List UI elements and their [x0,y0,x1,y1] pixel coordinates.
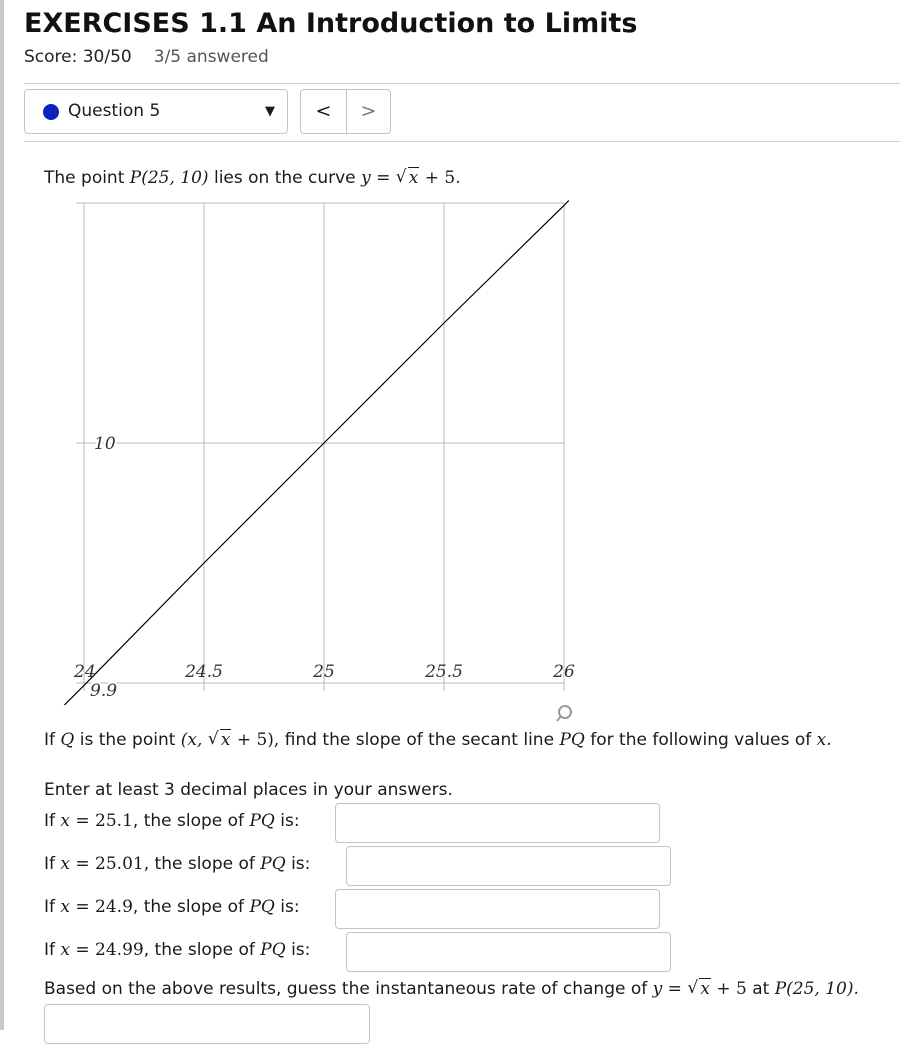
prompt-if: If [44,897,61,917]
curve-sqrt [396,168,420,188]
secant-text-1: If [44,730,61,750]
prompt-eq: = 24.9 [70,897,133,917]
prompt-pq: PQ [249,897,275,917]
previous-question-button[interactable]: < [301,90,347,133]
prompt-row-2 [44,854,310,874]
question-status-dot-icon [43,104,59,120]
y-tick-label: 10 [94,434,116,454]
prompt-if: If [44,854,61,874]
prompt-suffix: is: [285,854,311,874]
prompt-x: x [60,940,70,960]
final-sqrt [687,979,711,999]
point-p: P(25, 10) [129,168,209,188]
prompt-mid: , the slope of [132,811,250,831]
slope-input-24-99[interactable] [346,932,671,972]
final-question [44,979,859,999]
function-graph [60,195,580,705]
instantaneous-rate-input[interactable] [44,1004,370,1044]
curve-line [60,201,569,705]
slope-input-25-1[interactable] [335,803,660,843]
q-coord-close: + 5), [236,730,280,750]
prompt-row-3 [44,897,300,917]
secant-question [44,730,832,750]
prompt-mid: , the slope of [143,940,261,960]
x-tick-label: 24.5 [185,662,223,682]
next-question-button[interactable]: > [360,100,377,122]
prompt-x: x [60,897,70,917]
q-radicand: x [220,730,231,750]
slope-input-25-01[interactable] [346,846,671,886]
x-tick-label: 25 [313,662,335,682]
zoom-graph-icon[interactable] [555,703,577,725]
intro-text: The point [44,168,130,188]
divider-question [24,141,900,142]
q-coord-open: (x, [180,730,203,750]
x-tick-label: 26 [553,662,575,682]
prompt-if: If [44,940,61,960]
prompt-pq: PQ [260,940,286,960]
slope-input-24-9[interactable] [335,889,660,929]
page-title: EXERCISES 1.1 An Introduction to Limits [24,8,638,39]
problem-intro [44,168,461,188]
q-var: Q [60,730,75,750]
question-select-label: Question 5 [68,101,161,121]
prompt-row-1 [44,811,300,831]
curve-lhs: y = [361,168,391,188]
score-row [24,47,269,67]
x-tick-label: 25.5 [425,662,463,682]
prompt-suffix: is: [285,940,311,960]
answered-count: 3/5 answered [153,47,269,67]
divider-top [24,83,900,84]
intro-text-2: lies on the curve [208,168,362,188]
q-sqrt [208,730,232,750]
curve-rest: + 5. [424,168,461,188]
y-tick-label: 9.9 [90,681,118,701]
final-rest: + 5 [716,979,747,999]
prompt-row-4 [44,940,310,960]
prompt-if: If [44,811,61,831]
score-text: Score: 30/50 [24,47,132,67]
prompt-suffix: is: [274,811,300,831]
secant-text-2: is the point [74,730,181,750]
question-nav-group [300,89,391,134]
final-at: at [746,979,775,999]
final-lhs: y = [652,979,682,999]
pq-var: PQ [559,730,585,750]
x-tick-label: 24 [74,662,96,682]
prompt-suffix: is: [274,897,300,917]
prompt-x: x [60,854,70,874]
prompt-mid: , the slope of [132,897,250,917]
prompt-pq: PQ [260,854,286,874]
page-left-border [0,0,4,1030]
secant-text-3: find the slope of the secant line [279,730,560,750]
decimal-instruction: Enter at least 3 decimal places in your answers. [44,780,453,800]
curve-radicand: x [408,168,419,188]
dropdown-caret-icon: ▼ [265,104,275,119]
prompt-x: x [60,811,70,831]
prompt-pq: PQ [249,811,275,831]
prompt-mid: , the slope of [143,854,261,874]
prompt-eq: = 24.99 [70,940,144,960]
secant-text-4: for the following values of [584,730,817,750]
final-text: Based on the above results, guess the instantaneous rate of change of [44,979,653,999]
final-radicand: x [700,979,710,999]
prompt-eq: = 25.01 [70,854,144,874]
final-point: P(25, 10). [774,979,859,999]
question-select[interactable] [24,89,288,134]
x-var: x. [816,730,832,750]
prompt-eq: = 25.1 [70,811,133,831]
